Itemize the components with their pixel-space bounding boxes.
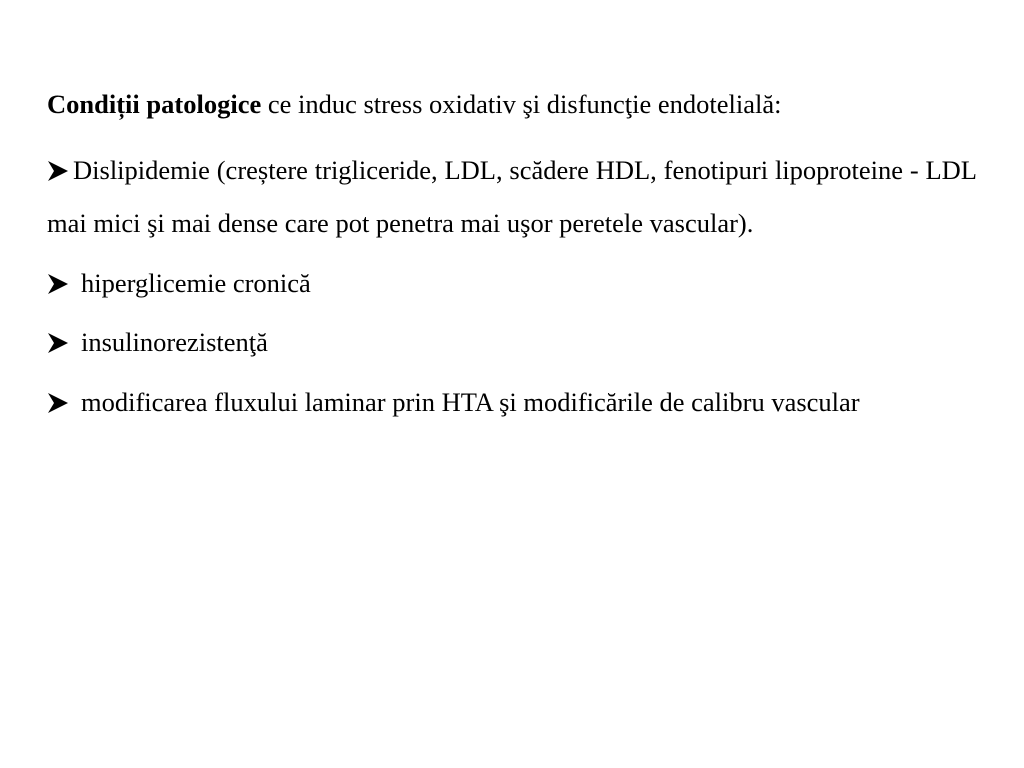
bullet-text: Dislipidemie (creștere trigliceride, LDL, scădere HDL, fenotipuri lipoproteine - LDL mai mici şi mai dense care pot penetra mai uşor peretele vascular). — [47, 154, 977, 238]
intro-heading: Condiții patologice — [47, 89, 262, 119]
arrow-bullet-icon — [47, 144, 73, 198]
slide-content — [47, 78, 977, 429]
bullet-text: modificarea fluxului laminar prin HTA şi modificările de calibru vascular — [81, 386, 860, 417]
arrow-bullet-icon — [47, 257, 81, 311]
bullet-item-flux-laminar — [47, 376, 977, 430]
bullet-text: hiperglicemie cronică — [81, 267, 311, 298]
bullet-item-dislipidemie — [47, 144, 977, 251]
arrow-bullet-icon — [47, 316, 81, 370]
bullet-text: insulinorezistenţă — [81, 327, 268, 357]
bullet-item-hiperglicemie — [47, 257, 977, 311]
bullet-item-insulinorezistenta — [47, 316, 977, 370]
arrow-bullet-icon — [47, 376, 81, 430]
intro-paragraph — [47, 78, 977, 132]
intro-text: ce induc stress oxidativ şi disfuncţie endotelială: — [261, 89, 782, 119]
